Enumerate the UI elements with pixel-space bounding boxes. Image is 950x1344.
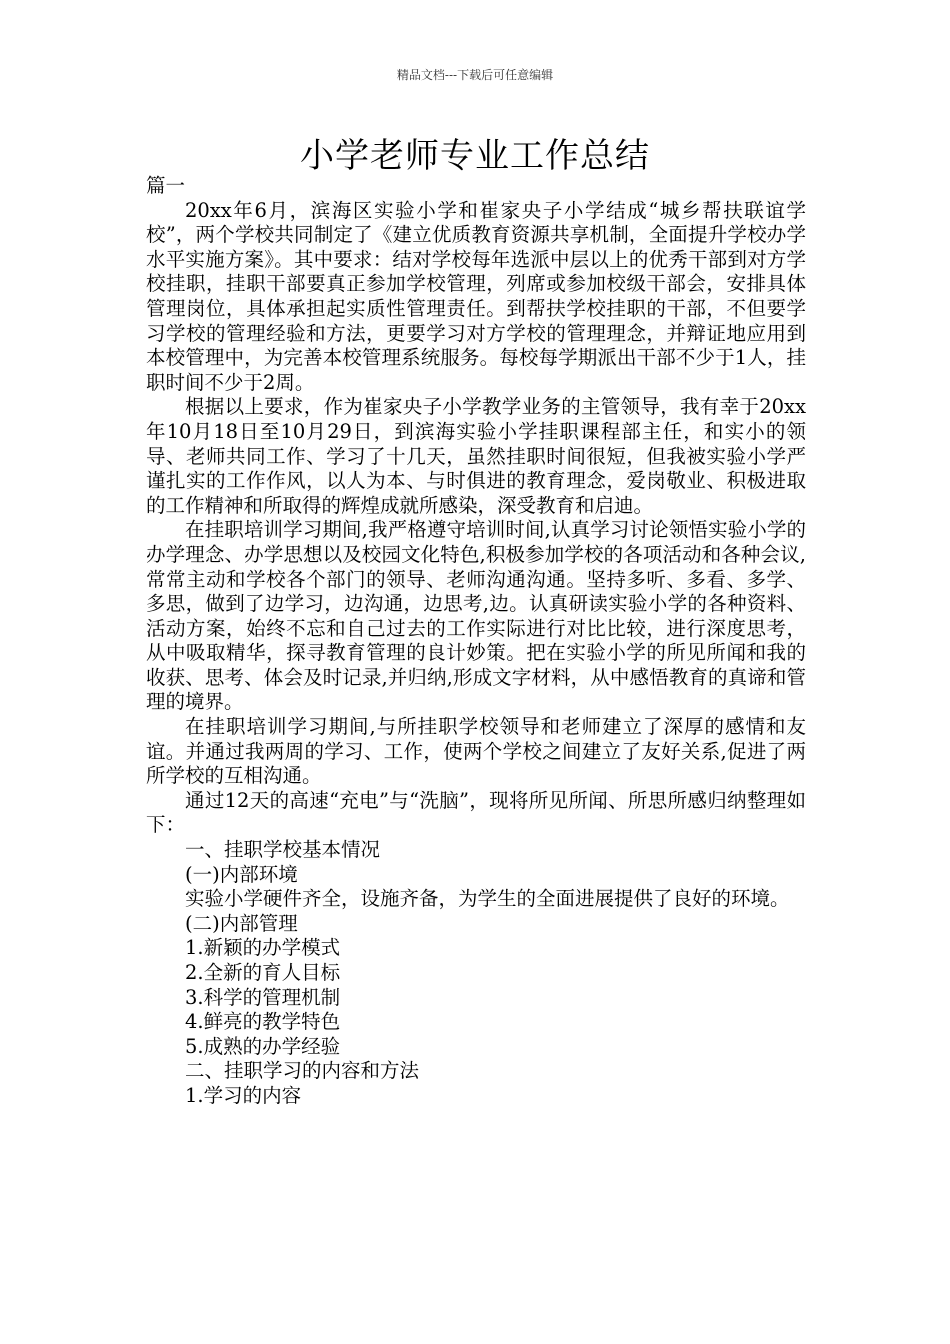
list-item: 1.新颖的办学模式 bbox=[185, 936, 341, 960]
section-heading: 一、挂职学校基本情况 bbox=[185, 838, 381, 862]
document-body bbox=[146, 174, 806, 1109]
paragraph: 根据以上要求，作为崔家央子小学教学业务的主管领导，我有幸于20xx年10月18日至10月29日，到滨海实验小学挂职课程部主任，和实小的领导、老师共同工作、学习了十几天，虽然挂职时间很短，但我被实验小学严谨扎实的工作作风，以人为本、与时俱进的教育理念，爱岗敬业、积极进取的工作精神和所取得的辉煌成就所感染，深受教育和启迪。 bbox=[146, 395, 806, 517]
header-note: 精品文档---下载后可任意编辑 bbox=[396, 68, 554, 82]
paragraph: 在挂职培训学习期间,与所挂职学校领导和老师建立了深厚的感情和友谊。并通过我两周的学习、工作，使两个学校之间建立了友好关系,促进了两所学校的互相沟通。 bbox=[146, 715, 806, 788]
paragraph: 实验小学硬件齐全，设施齐备，为学生的全面进展提供了良好的环境。 bbox=[185, 887, 790, 911]
list-item: 4.鲜亮的教学特色 bbox=[185, 1010, 341, 1034]
list-item: 1.学习的内容 bbox=[185, 1083, 302, 1107]
list-item: 3.科学的管理机制 bbox=[185, 985, 341, 1009]
list-item: 5.成熟的办学经验 bbox=[185, 1034, 341, 1058]
section-heading: 二、挂职学习的内容和方法 bbox=[185, 1059, 420, 1083]
section-label: 篇一 bbox=[146, 174, 186, 197]
subsection-heading: (二)内部管理 bbox=[185, 911, 298, 935]
paragraph: 20xx年6月，滨海区实验小学和崔家央子小学结成“城乡帮扶联谊学校”，两个学校共同制定了《建立优质教育资源共享机制，全面提升学校办学水平实施方案》。其中要求：结对学校每年选派中层以上的优秀干部到对方学校挂职，挂职干部要真正参加学校管理，列席或参加校级干部会，安排具体管理岗位，具体承担起实质性管理责任。到帮扶学校挂职的干部，不但要学习学校的管理经验和方法，更要学习对方学校的管理理念，并辩证地应用到本校管理中，为完善本校管理系统服务。每校每学期派出干部不少于1人，挂职时间不少于2周。 bbox=[146, 198, 806, 394]
list-item: 2.全新的育人目标 bbox=[185, 961, 341, 984]
document-title: 小学老师专业工作总结 bbox=[300, 136, 650, 176]
subsection-heading: (一)内部环境 bbox=[185, 862, 298, 886]
paragraph: 在挂职培训学习期间,我严格遵守培训时间,认真学习讨论领悟实验小学的办学理念、办学思想以及校园文化特色,积极参加学校的各项活动和各种会议,常常主动和学校各个部门的领导、老师沟通沟通。坚持多听、多看、多学、多思，做到了边学习，边沟通，边思考,边。认真研读实验小学的各种资料、活动方案，始终不忘和自己过去的工作实际进行对比比较，进行深度思考，从中吸取精华，探寻教育管理的良计妙策。把在实验小学的所见所闻和我的收获、思考、体会及时记录,并归纳,形成文字材料，从中感悟教育的真谛和管理的境界。 bbox=[146, 518, 806, 714]
paragraph: 通过12天的高速“充电”与“洗脑”，现将所见所闻、所思所感归纳整理如下： bbox=[146, 788, 806, 837]
